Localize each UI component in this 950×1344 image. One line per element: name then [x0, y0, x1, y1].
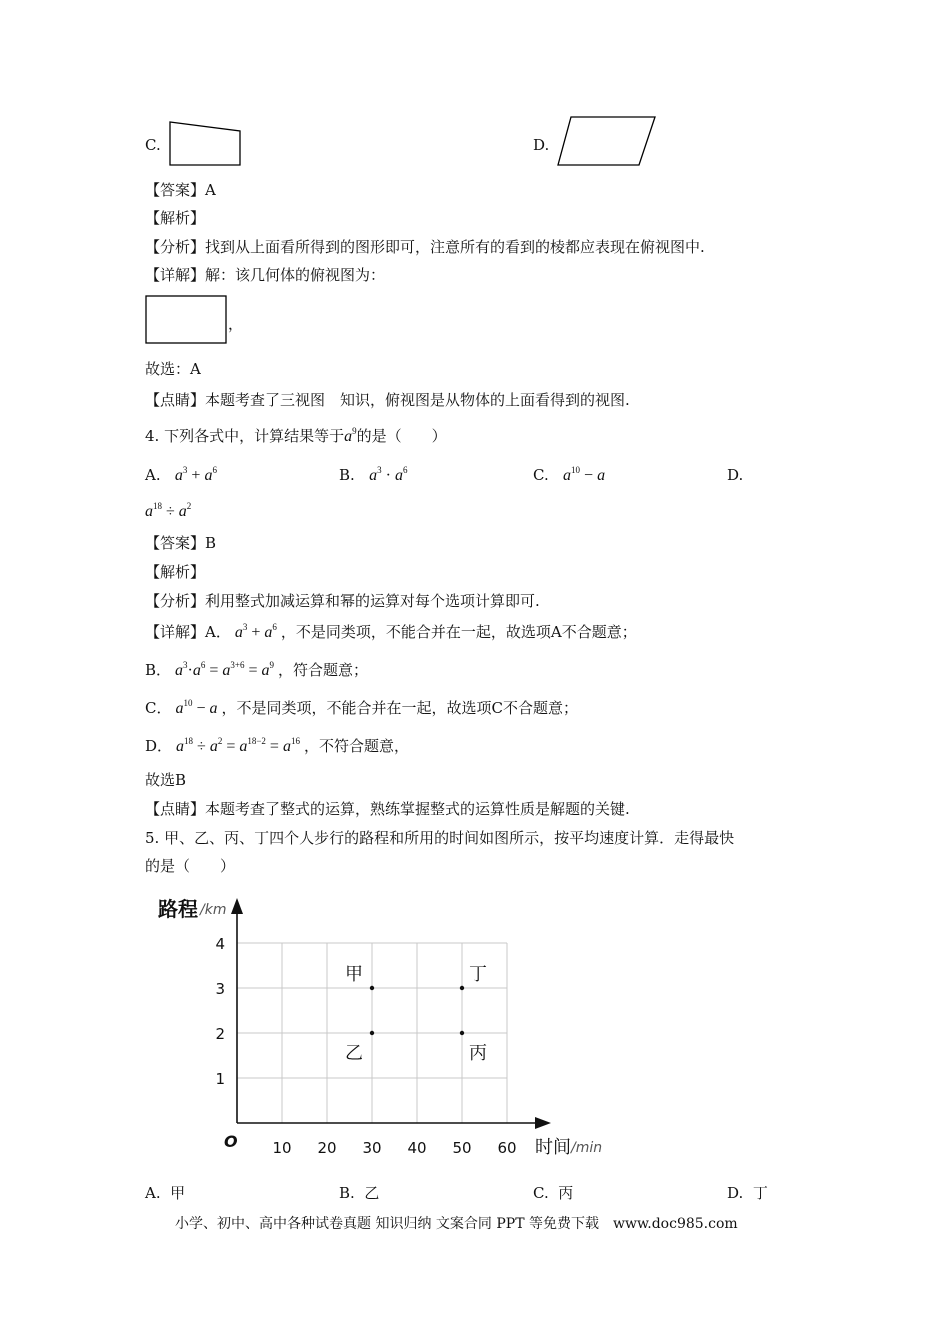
q5-stem-line1: 5. 甲、乙、丙、丁四个人步行的路程和所用的时间如图所示，按平均速度计算．走得最快 — [145, 829, 735, 847]
q4-option-b — [339, 465, 407, 486]
q4-answer: 【答案】B — [145, 534, 217, 552]
chart-origin-label: O — [224, 1132, 238, 1151]
y-axis-arrow — [231, 898, 243, 914]
q4-detail-a: 【详解】A． $a^3 + a^6$ ，不是同类项，不能合并在一起，故选项A不合题意； — [145, 622, 637, 641]
q4-analysis-head: 【解析】 — [145, 563, 206, 581]
q4-stem — [145, 426, 447, 447]
q3-choice: 故选：A — [145, 360, 201, 378]
q4-detail-d: D． $a^{18} \div a^2 = a^{18-2} = a^{16}$ ，不符合题意， — [145, 736, 409, 755]
y-tick-label: 2 — [215, 1025, 225, 1043]
q4-option-c — [533, 465, 605, 486]
chart-ylabel-unit: /km — [200, 902, 227, 918]
q4-option-b-label: B. — [339, 466, 355, 484]
q4-detail-b: B． $a^3\cdot a^6 = a^{3+6} = a^9$ ，符合题意； — [145, 660, 369, 679]
q4-detail-c: C． $a^{10} - a$ ，不是同类项，不能合并在一起，故选项C不合题意； — [145, 698, 578, 717]
q4-comment: 【点睛】本题考查了整式的运算，熟练掌握整式的运算性质是解题的关键. — [145, 800, 630, 818]
data-point-label: 丁 — [469, 964, 487, 985]
x-tick-label: 30 — [362, 1139, 382, 1157]
q4-option-a — [145, 465, 217, 486]
chart-xlabel-unit: /min — [571, 1140, 603, 1156]
q5-option-d: D. 丁 — [727, 1184, 768, 1202]
q4-analysis: 【分析】利用整式加减运算和幂的运算对每个选项计算即可. — [145, 592, 540, 610]
q4-stem-expr: $a^9$ — [344, 426, 357, 445]
data-point-label: 丙 — [469, 1043, 487, 1064]
option-c-figure — [165, 118, 245, 170]
x-axis-arrow — [535, 1117, 551, 1129]
option-d-figure — [555, 112, 660, 170]
q3-comment: 【点睛】本题考查了三视图 知识，俯视图是从物体的上面看得到的视图. — [145, 391, 630, 409]
x-tick-label: 40 — [407, 1139, 427, 1157]
y-tick-label: 1 — [215, 1070, 225, 1088]
top-view-comma: ， — [228, 315, 244, 333]
data-point — [370, 1031, 374, 1035]
data-point-label: 乙 — [345, 1043, 363, 1064]
q5-option-c: C. 丙 — [533, 1184, 574, 1202]
x-tick-label: 50 — [452, 1139, 472, 1157]
option-d-label: D. — [533, 136, 550, 154]
y-tick-label: 4 — [215, 935, 225, 953]
data-point-label: 甲 — [345, 964, 363, 985]
q4-option-b-expr: $a^3 \cdot a^6$ — [369, 465, 408, 484]
option-c-label: C. — [145, 136, 161, 154]
q4-stem-post: 的是（ ） — [356, 427, 447, 445]
q4-choice: 故选B — [145, 771, 187, 789]
q5-option-a: A. 甲 — [145, 1184, 186, 1202]
q3-answer: 【答案】A — [145, 181, 216, 199]
q4-stem-pre: 4. 下列各式中，计算结果等于 — [145, 427, 345, 445]
data-point — [460, 986, 464, 990]
distance-time-chart — [150, 890, 620, 1170]
chart-ylabel: 路程 — [158, 897, 198, 921]
x-tick-label: 10 — [272, 1139, 292, 1157]
q4-option-c-label: C. — [533, 466, 549, 484]
data-point — [370, 986, 374, 990]
q4-option-c-expr: $a^{10} - a$ — [563, 465, 606, 484]
q4-option-a-expr: $a^3 + a^6$ — [174, 465, 217, 484]
top-view-figure — [144, 294, 230, 348]
q5-stem-line2: 的是（ ） — [145, 857, 236, 875]
q3-analysis-head: 【解析】 — [145, 209, 206, 227]
q4-option-d-expr: $a^{18} \div a^2$ — [145, 501, 192, 520]
page-footer: 小学、初中、高中各种试卷真题 知识归纳 文案合同 PPT 等免费下载 www.doc985.com — [175, 1216, 738, 1232]
chart-points — [345, 964, 487, 1064]
data-point — [460, 1031, 464, 1035]
q4-option-d-label: D. — [727, 466, 744, 484]
y-tick-label: 3 — [215, 980, 225, 998]
chart-xlabel: 时间 — [535, 1137, 571, 1158]
q3-detail: 【详解】解：该几何体的俯视图为： — [145, 266, 386, 284]
q3-analysis: 【分析】找到从上面看所得到的图形即可，注意所有的看到的棱都应表现在俯视图中. — [145, 238, 705, 256]
chart-axes — [231, 898, 551, 1129]
x-tick-label: 60 — [497, 1139, 517, 1157]
x-tick-label: 20 — [317, 1139, 337, 1157]
q4-option-a-label: A. — [145, 466, 161, 484]
q5-option-b: B. 乙 — [339, 1184, 380, 1202]
